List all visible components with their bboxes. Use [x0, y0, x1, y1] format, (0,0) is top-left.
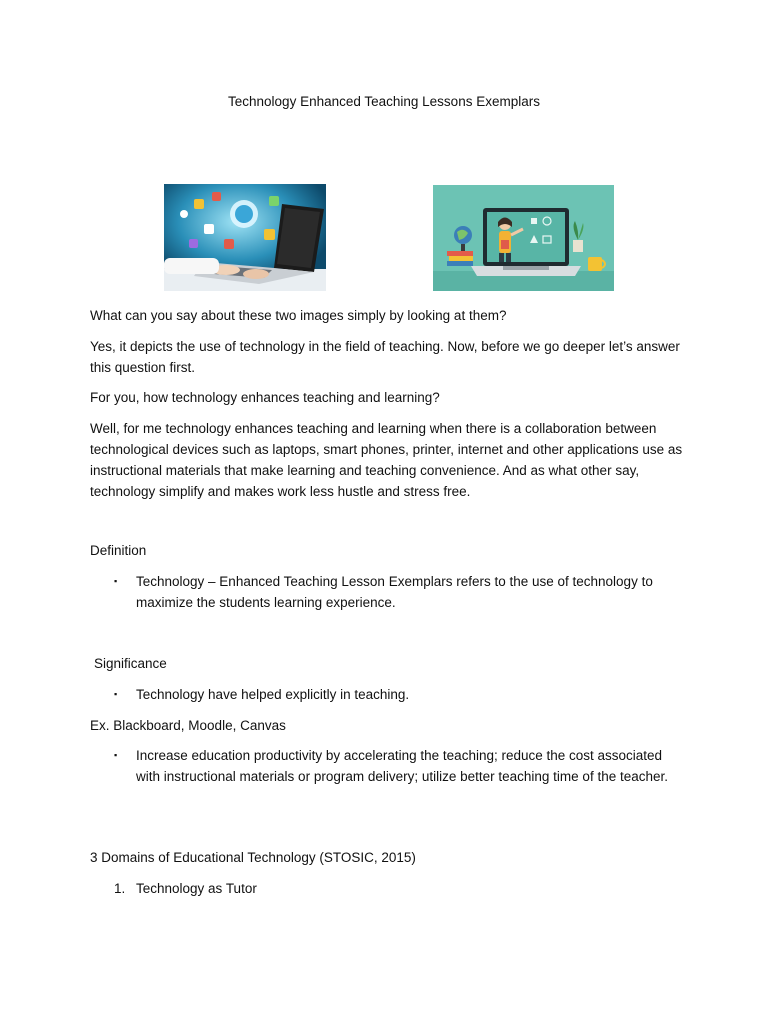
significance-bullet-text-1: Technology have helped explicitly in teaching.	[136, 687, 410, 702]
significance-bullet-text-2: Increase education productivity by accelerating the teaching; reduce the cost associated with instructional materials or program delivery; utilize better teaching time of the teacher.	[136, 748, 668, 784]
significance-bullet-item-1	[114, 684, 674, 705]
laptop-apps-image	[164, 184, 326, 291]
list-number: 1.	[114, 881, 126, 896]
definition-bullet-text: Technology – Enhanced Teaching Lesson Exemplars refers to the use of technology to maximize the students learning experience.	[136, 574, 653, 610]
laptop-apps-illustration	[164, 184, 326, 291]
domains-list-item-text: Technology as Tutor	[136, 881, 257, 896]
teacher-laptop-image	[433, 185, 614, 291]
teacher-laptop-illustration	[433, 185, 614, 291]
bullet-marker: ▪	[114, 689, 118, 699]
bullet-marker: ▪	[114, 576, 118, 586]
page-title: Technology Enhanced Teaching Lessons Exemplars	[228, 94, 540, 109]
significance-bullet-item-2	[114, 745, 674, 787]
bullet-marker: ▪	[114, 750, 118, 760]
answer-paragraph-2: Well, for me technology enhances teaching and learning when there is a collaboration between technological devices such as laptops, smart phones, printer, internet and other applications use as instructional materials that make learning and teaching convenience. And as what other say, technology simplify and makes work less hustle and stress free.	[90, 421, 683, 499]
significance-heading: Significance	[94, 656, 167, 671]
question-paragraph-1: What can you say about these two images simply by looking at them?	[90, 308, 507, 323]
answer-paragraph-1: Yes, it depicts the use of technology in the field of teaching. Now, before we go deeper let’s answer this question first.	[90, 339, 680, 375]
significance-example: Ex. Blackboard, Moodle, Canvas	[90, 718, 286, 733]
definition-bullet-item	[114, 571, 674, 613]
definition-heading: Definition	[90, 543, 147, 558]
domains-list-item-1	[114, 878, 674, 899]
domains-heading: 3 Domains of Educational Technology (STOSIC, 2015)	[90, 850, 416, 865]
question-paragraph-2: For you, how technology enhances teaching and learning?	[90, 390, 440, 405]
